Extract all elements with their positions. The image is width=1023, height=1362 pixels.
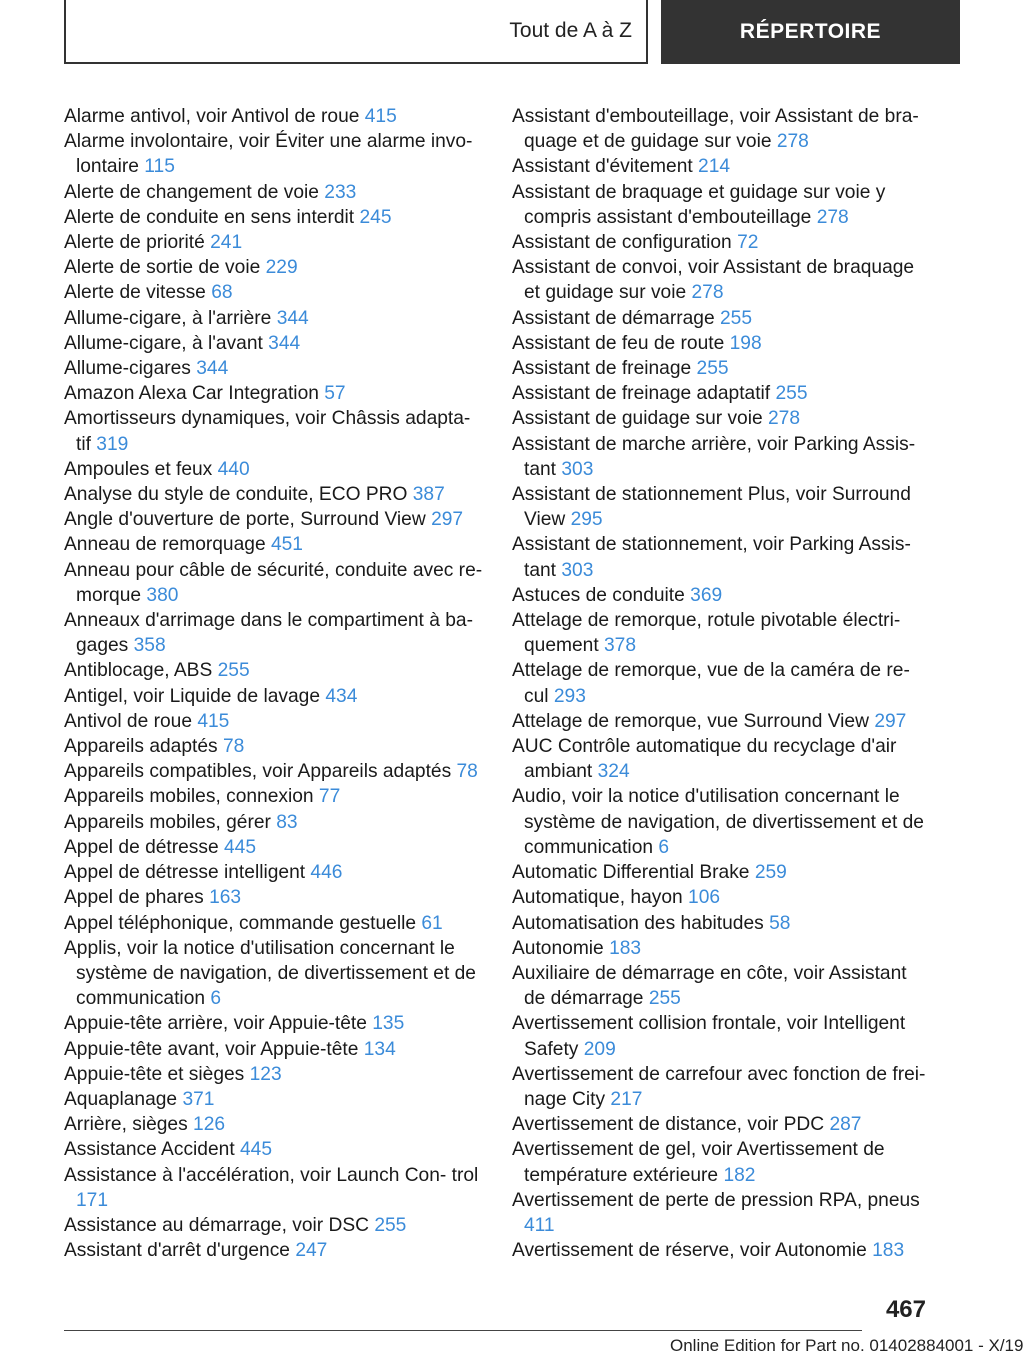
entry-page-link[interactable]: 83 xyxy=(276,811,298,833)
entry-term: Assistance Accident xyxy=(64,1139,235,1161)
section-title: Tout de A à Z xyxy=(509,19,632,42)
index-entry xyxy=(64,759,489,784)
entry-page-link[interactable]: 278 xyxy=(776,131,809,153)
index-entry xyxy=(512,734,932,784)
entry-term: Appareils mobiles, connexion xyxy=(64,786,314,808)
footer-divider xyxy=(64,1330,862,1331)
index-entry xyxy=(512,306,932,331)
entry-page-link[interactable]: 171 xyxy=(76,1189,109,1211)
index-entry xyxy=(64,1011,489,1036)
entry-page-link[interactable]: 126 xyxy=(193,1114,226,1136)
entry-page-link[interactable]: 77 xyxy=(318,786,341,808)
index-entry xyxy=(64,784,489,809)
index-entry xyxy=(512,1238,932,1263)
entry-page-link[interactable]: 115 xyxy=(144,156,175,178)
entry-page-link[interactable]: 297 xyxy=(431,509,464,531)
entry-term: Appareils mobiles, gérer xyxy=(64,811,271,833)
entry-term: Alerte de vitesse xyxy=(64,282,206,304)
entry-page-link[interactable]: 255 xyxy=(374,1214,407,1236)
index-entry xyxy=(64,860,489,885)
entry-page-link[interactable]: 415 xyxy=(364,106,397,127)
index-entry xyxy=(64,532,489,557)
entry-page-link[interactable]: 278 xyxy=(691,282,724,304)
entry-page-link[interactable]: 182 xyxy=(723,1164,756,1186)
entry-page-link[interactable]: 380 xyxy=(146,584,179,606)
entry-term: Auxiliaire de démarrage en côte, voir Assistant de démarrage xyxy=(512,962,907,1010)
index-entry xyxy=(512,482,932,532)
section-tab[interactable] xyxy=(64,0,648,64)
index-entry xyxy=(64,1137,489,1162)
entry-term: Avertissement de distance, voir PDC xyxy=(512,1114,825,1136)
entry-term: Appuie-tête avant, voir Appuie-tête xyxy=(64,1038,359,1060)
index-entry xyxy=(512,709,932,734)
index-entry xyxy=(64,810,489,835)
entry-page-link[interactable]: 378 xyxy=(604,635,637,657)
entry-term: Alarme involontaire, voir Éviter une alarme invo- lontaire xyxy=(64,131,473,178)
index-entry xyxy=(512,356,932,381)
index-entry xyxy=(512,154,932,179)
entry-term: Assistant de freinage xyxy=(512,358,692,380)
entry-term: Alarme antivol, voir Antivol de roue xyxy=(64,106,360,127)
entry-page-link[interactable]: 214 xyxy=(698,156,731,178)
index-entry xyxy=(512,885,932,910)
entry-page-link[interactable]: 255 xyxy=(648,988,681,1010)
entry-page-link[interactable]: 344 xyxy=(196,358,229,380)
index-entry xyxy=(512,230,932,255)
entry-page-link[interactable]: 229 xyxy=(265,257,298,279)
index-entry xyxy=(512,911,932,936)
index-entry xyxy=(512,180,932,230)
entry-term: Assistant de stationnement, voir Parking Assis- tant xyxy=(512,534,911,581)
entry-page-link[interactable]: 369 xyxy=(690,584,723,606)
entry-term: Appel de phares xyxy=(64,887,204,909)
index-entry xyxy=(512,1062,932,1112)
index-entry xyxy=(64,1087,489,1112)
entry-term: Analyse du style de conduite, ECO PRO xyxy=(64,484,408,506)
index-entry xyxy=(64,356,489,381)
entry-term: Attelage de remorque, vue Surround View xyxy=(512,710,869,732)
entry-term: Allume-cigares xyxy=(64,358,191,380)
index-entry xyxy=(64,280,489,305)
entry-page-link[interactable]: 106 xyxy=(688,887,721,909)
index-entry xyxy=(64,885,489,910)
entry-page-link[interactable]: 297 xyxy=(874,710,907,732)
entry-page-link[interactable]: 445 xyxy=(240,1139,273,1161)
entry-page-link[interactable]: 295 xyxy=(570,509,603,531)
entry-term: Arrière, sièges xyxy=(64,1114,188,1136)
index-entry xyxy=(512,860,932,885)
entry-term: Automatique, hayon xyxy=(512,887,683,909)
entry-page-link[interactable]: 241 xyxy=(210,232,243,254)
entry-page-link[interactable]: 319 xyxy=(96,433,129,455)
index-entry xyxy=(64,608,489,658)
entry-page-link[interactable]: 344 xyxy=(268,332,301,354)
index-entry xyxy=(64,936,489,1012)
entry-term: Avertissement collision frontale, voir Intelligent Safety xyxy=(512,1013,906,1060)
index-entry xyxy=(512,104,932,154)
entry-page-link[interactable]: 135 xyxy=(372,1013,405,1035)
entry-term: Automatic Differential Brake xyxy=(512,862,750,884)
entry-term: Automatisation des habitudes xyxy=(512,912,764,934)
index-entry xyxy=(512,1137,932,1187)
entry-term: Appareils compatibles, voir Appareils adaptés xyxy=(64,761,452,783)
index-entry xyxy=(64,709,489,734)
entry-term: Autonomie xyxy=(512,937,604,959)
entry-page-link[interactable]: 255 xyxy=(719,307,752,329)
edition-footer: Online Edition for Part no. 01402884001 - X/19 xyxy=(670,1336,1023,1355)
entry-page-link[interactable]: 217 xyxy=(610,1088,643,1110)
page-number: 467 xyxy=(885,1296,926,1323)
entry-page-link[interactable]: 278 xyxy=(768,408,801,430)
index-entry xyxy=(64,1112,489,1137)
entry-page-link[interactable]: 324 xyxy=(597,761,630,783)
entry-term: Assistant de configuration xyxy=(512,232,732,254)
entry-term: Assistant d'arrêt d'urgence xyxy=(64,1240,290,1262)
entry-term: Avertissement de réserve, voir Autonomie xyxy=(512,1240,867,1262)
index-entry xyxy=(512,961,932,1011)
index-entry xyxy=(64,129,489,179)
index-column-left xyxy=(64,104,489,1263)
entry-term: AUC Contrôle automatique du recyclage d'air ambiant xyxy=(512,736,897,783)
entry-term: Assistant de braquage et guidage sur voie y compris assistant d'embouteillage xyxy=(512,181,886,228)
index-entry xyxy=(64,205,489,230)
entry-page-link[interactable]: 287 xyxy=(829,1114,862,1136)
chapter-tab[interactable] xyxy=(661,0,960,64)
index-entry xyxy=(512,784,932,860)
index-entry xyxy=(512,658,932,708)
entry-term: Assistant de guidage sur voie xyxy=(512,408,763,430)
entry-page-link[interactable]: 6 xyxy=(658,836,670,858)
entry-term: Alerte de changement de voie xyxy=(64,181,319,203)
index-entry xyxy=(64,406,489,456)
entry-page-link[interactable]: 278 xyxy=(816,206,849,228)
entry-term: Assistant d'évitement xyxy=(512,156,693,178)
index-entry xyxy=(64,331,489,356)
entry-term: Audio, voir la notice d'utilisation concernant le système de navigation, de divertissement et de communication xyxy=(512,786,924,858)
entry-term: Avertissement de carrefour avec fonction de frei- nage City xyxy=(512,1063,926,1110)
index-entry xyxy=(64,1062,489,1087)
entry-term: Appel de détresse intelligent xyxy=(64,862,306,884)
entry-page-link[interactable]: 163 xyxy=(209,887,242,909)
entry-page-link[interactable]: 57 xyxy=(324,383,346,405)
index-entry xyxy=(64,457,489,482)
entry-page-link[interactable]: 198 xyxy=(729,332,762,354)
entry-term: Antigel, voir Liquide de lavage xyxy=(64,685,321,707)
entry-page-link[interactable]: 445 xyxy=(224,836,257,858)
entry-page-link[interactable]: 61 xyxy=(421,912,443,934)
entry-term: Antiblocage, ABS xyxy=(64,660,213,682)
index-entry xyxy=(64,255,489,280)
index-entry xyxy=(512,936,932,961)
index-entry xyxy=(64,1037,489,1062)
entry-term: Appuie-tête arrière, voir Appuie-tête xyxy=(64,1013,367,1035)
entry-term: Allume-cigare, à l'avant xyxy=(64,332,263,354)
entry-term: Avertissement de perte de pression RPA, pneus xyxy=(512,1189,920,1211)
entry-term: Appareils adaptés xyxy=(64,736,218,758)
entry-term: Allume-cigare, à l'arrière xyxy=(64,307,272,329)
index-entry xyxy=(64,658,489,683)
entry-term: Alerte de conduite en sens interdit xyxy=(64,206,355,228)
chapter-title: RÉPERTOIRE xyxy=(739,20,882,43)
index-entry xyxy=(64,180,489,205)
index-entry xyxy=(64,381,489,406)
index-entry xyxy=(64,1238,489,1263)
entry-page-link[interactable]: 247 xyxy=(295,1240,328,1262)
index-entry xyxy=(512,1112,932,1137)
entry-term: Assistance à l'accélération, voir Launch Con- trol xyxy=(64,1164,479,1186)
index-entry xyxy=(64,734,489,759)
entry-page-link[interactable]: 68 xyxy=(211,282,233,304)
entry-term: Attelage de remorque, rotule pivotable électri- quement xyxy=(512,610,901,657)
entry-term: Ampoules et feux xyxy=(64,458,213,480)
entry-page-link[interactable]: 303 xyxy=(561,559,594,581)
index-entry xyxy=(64,507,489,532)
entry-page-link[interactable]: 259 xyxy=(754,862,787,884)
entry-term: Appel téléphonique, commande gestuelle xyxy=(64,912,417,934)
entry-term: Alerte de sortie de voie xyxy=(64,257,261,279)
index-column-right xyxy=(512,104,932,1263)
entry-page-link[interactable]: 183 xyxy=(872,1240,905,1262)
index-entry xyxy=(64,1163,489,1213)
entry-term: Assistant de convoi, voir Assistant de braquage et guidage sur voie xyxy=(512,257,915,304)
entry-term: Astuces de conduite xyxy=(512,584,685,606)
index-entry xyxy=(64,684,489,709)
entry-page-link[interactable]: 371 xyxy=(182,1088,215,1110)
entry-term: Assistant d'embouteillage, voir Assistant de bra- quage et de guidage sur voie xyxy=(512,106,919,153)
index-entry xyxy=(512,532,932,582)
index-entry xyxy=(512,432,932,482)
index-entry xyxy=(512,1011,932,1061)
entry-page-link[interactable]: 255 xyxy=(775,383,808,405)
entry-page-link[interactable]: 72 xyxy=(737,232,759,254)
entry-page-link[interactable]: 78 xyxy=(456,761,478,783)
index-entry xyxy=(64,1213,489,1238)
index-entry xyxy=(64,306,489,331)
index-entry xyxy=(512,381,932,406)
entry-term: Appuie-tête et sièges xyxy=(64,1063,245,1085)
entry-term: Avertissement de gel, voir Avertissement de température extérieure xyxy=(512,1139,885,1186)
index-entry xyxy=(512,583,932,608)
entry-term: Assistant de démarrage xyxy=(512,307,715,329)
entry-term: Assistance au démarrage, voir DSC xyxy=(64,1214,369,1236)
index-entry xyxy=(512,608,932,658)
entry-page-link[interactable]: 415 xyxy=(197,710,230,732)
entry-term: Anneaux d'arrimage dans le compartiment à ba- gages xyxy=(64,610,473,657)
index-entry xyxy=(64,482,489,507)
entry-page-link[interactable]: 183 xyxy=(609,937,642,959)
index-entry xyxy=(64,230,489,255)
entry-page-link[interactable]: 303 xyxy=(561,458,594,480)
entry-page-link[interactable]: 255 xyxy=(217,660,250,682)
entry-page-link[interactable]: 245 xyxy=(359,206,392,228)
entry-page-link[interactable]: 58 xyxy=(769,912,791,934)
entry-page-link[interactable]: 344 xyxy=(276,307,309,329)
entry-term: Antivol de roue xyxy=(64,710,192,732)
entry-page-link[interactable]: 387 xyxy=(412,484,445,506)
entry-page-link[interactable]: 123 xyxy=(249,1063,282,1085)
entry-page-link[interactable]: 78 xyxy=(222,736,245,758)
entry-page-link[interactable]: 434 xyxy=(325,685,358,707)
entry-term: Amortisseurs dynamiques, voir Châssis adapta- tif xyxy=(64,408,471,455)
entry-term: Angle d'ouverture de porte, Surround View xyxy=(64,509,426,531)
entry-term: Attelage de remorque, vue de la caméra de re- cul xyxy=(512,660,910,707)
entry-page-link[interactable]: 411 xyxy=(524,1214,555,1236)
entry-term: Assistant de marche arrière, voir Parking Assis- tant xyxy=(512,433,916,480)
index-entry xyxy=(512,406,932,431)
entry-term: Aquaplanage xyxy=(64,1088,178,1110)
index-entry xyxy=(64,558,489,608)
entry-term: Appel de détresse xyxy=(64,836,219,858)
index-entry xyxy=(512,1188,932,1238)
entry-page-link[interactable]: 209 xyxy=(583,1038,616,1060)
entry-page-link[interactable]: 233 xyxy=(324,181,357,203)
entry-term: Assistant de freinage adaptatif xyxy=(512,383,771,405)
entry-page-link[interactable]: 451 xyxy=(270,534,303,556)
entry-page-link[interactable]: 358 xyxy=(133,635,166,657)
entry-page-link[interactable]: 293 xyxy=(553,685,586,707)
entry-page-link[interactable]: 6 xyxy=(210,988,222,1010)
index-entry xyxy=(64,911,489,936)
index-entry xyxy=(64,104,489,129)
entry-page-link[interactable]: 446 xyxy=(310,862,343,884)
index-entry xyxy=(64,835,489,860)
entry-term: Anneau pour câble de sécurité, conduite avec re- morque xyxy=(64,559,483,606)
entry-term: Applis, voir la notice d'utilisation concernant le système de navigation, de divertissement et de communication xyxy=(64,937,476,1010)
entry-page-link[interactable]: 440 xyxy=(217,458,250,480)
index-entry xyxy=(512,331,932,356)
entry-term: Assistant de stationnement Plus, voir Surround View xyxy=(512,484,911,531)
entry-page-link[interactable]: 134 xyxy=(363,1038,396,1060)
entry-term: Amazon Alexa Car Integration xyxy=(64,383,319,405)
entry-term: Anneau de remorquage xyxy=(64,534,266,556)
entry-term: Alerte de priorité xyxy=(64,232,205,254)
index-entry xyxy=(512,255,932,305)
entry-term: Assistant de feu de route xyxy=(512,332,725,354)
entry-page-link[interactable]: 255 xyxy=(696,358,729,380)
